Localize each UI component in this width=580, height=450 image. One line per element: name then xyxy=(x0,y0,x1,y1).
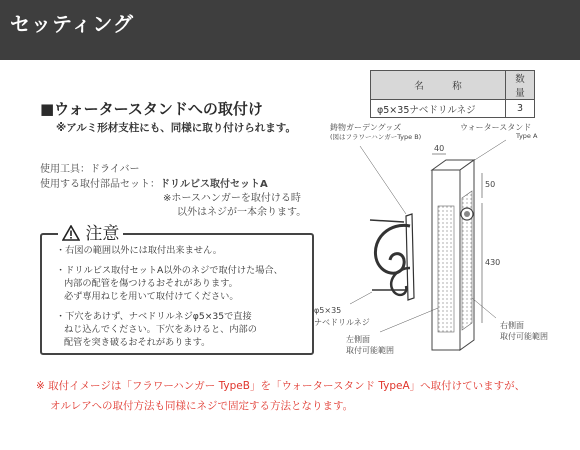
caution-item: 内部の配管を傷つけるおそれがあります。 xyxy=(64,278,238,289)
parts-table-cell-name: φ5×35ナベドリルネジ xyxy=(371,100,506,118)
caution-item: ・右図の範囲以外には取付出来ません。 xyxy=(56,245,222,256)
parts-set-label: 使用する取付部品セット： xyxy=(40,179,160,190)
label-goods-sub: (図はフラワーハンガーType B) xyxy=(330,133,422,141)
dimension-height: 430 xyxy=(485,258,501,267)
parts-table-header-name: 名 称 xyxy=(371,71,506,100)
caution-item: 配管を突き破るおそれがあります。 xyxy=(64,337,211,348)
caution-item: ・ドリルビス取付セットA以外のネジで取付けた場合、 xyxy=(56,265,283,276)
caution-item: ねじ込んでください。下穴をあけると、内部の xyxy=(64,324,257,335)
header-bar xyxy=(0,0,580,60)
dimension-top: 40 xyxy=(434,144,445,153)
section-heading: ■ウォータースタンドへの取付け xyxy=(40,100,263,118)
note-line-1: ※ホースハンガーを取付ける時 xyxy=(163,193,301,204)
page-title: セッティング xyxy=(10,12,134,36)
caution-item: ・下穴をあけず、ナベドリルネジφ5×35で直接 xyxy=(56,311,252,322)
section-subheading: ※アルミ形材支柱にも、同様に取り付けられます。 xyxy=(56,122,296,134)
label-stand: ウォータースタンド xyxy=(460,123,532,132)
label-screw-name: ナベドリルネジ xyxy=(314,318,370,327)
parts-table-header-qty: 数量 xyxy=(506,71,535,100)
parts-table xyxy=(370,70,535,118)
parts-set-value: ドリルビス取付セットA xyxy=(160,179,268,190)
parts-table-header xyxy=(371,71,535,100)
label-right-side: 右側面 xyxy=(500,321,524,330)
label-goods: 鋳物ガーデングッズ xyxy=(330,123,402,132)
footer-note-line-1: ※ 取付イメージは「フラワーハンガー TypeB」を「ウォータースタンド TypeA」へ取付けていますが、 xyxy=(36,380,526,392)
label-left-range: 取付可能範囲 xyxy=(346,346,394,355)
parts-set-line xyxy=(40,175,268,190)
dimension-side: 50 xyxy=(485,180,496,189)
caution-title xyxy=(58,219,123,244)
table-row xyxy=(371,100,535,118)
mounting-diagram xyxy=(310,118,570,368)
label-right-range: 取付可能範囲 xyxy=(500,332,548,341)
warning-icon xyxy=(62,225,80,241)
label-stand-type: Type A xyxy=(516,132,538,140)
label-left-side: 左側面 xyxy=(346,335,370,344)
label-screw-size: φ5×35 xyxy=(314,306,342,315)
note-line-2: 以外はネジが一本余ります。 xyxy=(177,207,307,218)
caution-item: 必ず専用ねじを用いて取付けてください。 xyxy=(64,291,239,302)
footer-note-line-2: オルレアへの取付方法も同様にネジで固定する方法となります。 xyxy=(50,400,354,412)
tool-line: 使用工具：ドライバー xyxy=(40,164,140,175)
parts-table-cell-qty: 3 xyxy=(506,100,535,118)
caution-title-text: 注意 xyxy=(85,224,120,244)
footer-note xyxy=(36,376,525,416)
